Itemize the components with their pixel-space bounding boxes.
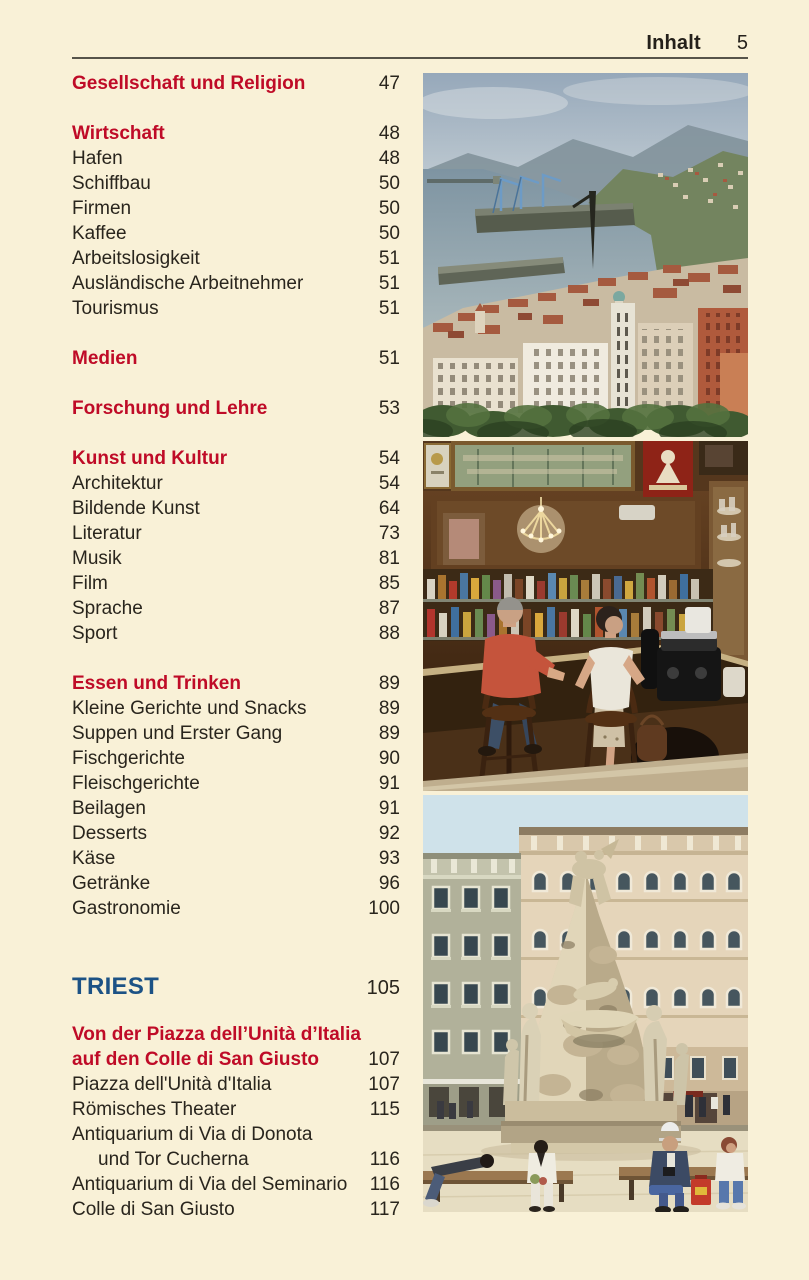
toc-entry-label: Fleischgerichte bbox=[72, 773, 200, 794]
toc-entry-label: Kleine Gerichte und Snacks bbox=[72, 698, 307, 719]
toc-entry-label: Essen und Trinken bbox=[72, 673, 241, 694]
toc-entry-label: Literatur bbox=[72, 523, 142, 544]
trieste-harbor-photo bbox=[423, 73, 748, 437]
toc-entry-label: auf den Colle di San Giusto bbox=[72, 1049, 320, 1070]
toc-entry-label: Beilagen bbox=[72, 798, 146, 819]
toc-entry bbox=[72, 871, 400, 896]
toc-entry bbox=[72, 596, 400, 621]
toc-group-chapter bbox=[72, 946, 400, 1004]
toc-entry-label: und Tor Cucherna bbox=[98, 1149, 249, 1170]
toc-entry-label: Tourismus bbox=[72, 298, 159, 319]
page-header bbox=[72, 28, 748, 59]
toc-entry-page: 51 bbox=[378, 248, 400, 269]
toc-entry-label: Colle di San Giusto bbox=[72, 1199, 235, 1220]
toc-entry bbox=[72, 196, 400, 221]
toc-entry bbox=[72, 796, 400, 821]
toc-entry-page: 105 bbox=[366, 977, 400, 999]
toc-entry-label: Forschung und Lehre bbox=[72, 398, 268, 419]
toc-entry-page: 51 bbox=[378, 298, 400, 319]
toc-group bbox=[72, 346, 400, 371]
toc-entry-page: 89 bbox=[378, 673, 400, 694]
toc-entry bbox=[72, 221, 400, 246]
toc-entry-label: Fischgerichte bbox=[72, 748, 185, 769]
toc-entry-page: 48 bbox=[378, 148, 400, 169]
toc-entry-label: Architektur bbox=[72, 473, 163, 494]
toc-entry-page: 92 bbox=[378, 823, 400, 844]
toc-entry bbox=[72, 121, 400, 146]
toc-entry-page: 51 bbox=[378, 348, 400, 369]
toc-entry-label: Wirtschaft bbox=[72, 123, 165, 144]
toc-entry-page: 47 bbox=[378, 73, 400, 94]
toc-entry bbox=[72, 571, 400, 596]
header-page-number: 5 bbox=[736, 32, 748, 54]
toc-entry bbox=[72, 346, 400, 371]
toc-entry bbox=[72, 721, 400, 746]
toc-entry-label: Suppen und Erster Gang bbox=[72, 723, 283, 744]
toc-entry bbox=[72, 1072, 400, 1097]
toc-entry bbox=[72, 1172, 400, 1197]
toc-group bbox=[72, 71, 400, 96]
toc-entry-label: Schiffbau bbox=[72, 173, 151, 194]
toc-entry-page: 85 bbox=[378, 573, 400, 594]
toc-entry-label: Musik bbox=[72, 548, 122, 569]
toc-entry-label: Bildende Kunst bbox=[72, 498, 200, 519]
toc-entry-page: 50 bbox=[378, 223, 400, 244]
toc-entry-page: 107 bbox=[368, 1074, 400, 1095]
toc-entry-label: Medien bbox=[72, 348, 138, 369]
toc-entry-page: 115 bbox=[369, 1099, 400, 1120]
toc-entry-page: 53 bbox=[378, 398, 400, 419]
toc-entry bbox=[72, 396, 400, 421]
toc-entry bbox=[72, 846, 400, 871]
toc-entry-label: Firmen bbox=[72, 198, 132, 219]
toc-entry bbox=[72, 446, 400, 471]
toc-entry-label: Gastronomie bbox=[72, 898, 181, 919]
toc-entry-label: Hafen bbox=[72, 148, 123, 169]
toc-entry-page: 50 bbox=[378, 198, 400, 219]
toc-group bbox=[72, 396, 400, 421]
fountain-piazza-photo bbox=[423, 795, 748, 1212]
toc-entry-page: 48 bbox=[378, 123, 400, 144]
toc-entry-page: 90 bbox=[378, 748, 400, 769]
toc-entry-page: 91 bbox=[378, 773, 400, 794]
toc-entry-page: 89 bbox=[378, 723, 400, 744]
toc-entry-label: Sport bbox=[72, 623, 118, 644]
toc-entry-page: 91 bbox=[378, 798, 400, 819]
toc-entry bbox=[72, 171, 400, 196]
toc-entry-label: Antiquarium di Via del Seminario bbox=[72, 1174, 348, 1195]
toc-entry-label: Gesellschaft und Religion bbox=[72, 73, 306, 94]
toc-entry bbox=[72, 1097, 400, 1122]
table-of-contents bbox=[72, 71, 400, 1247]
toc-entry-page: 73 bbox=[378, 523, 400, 544]
toc-entry-label: Arbeitslosigkeit bbox=[72, 248, 200, 269]
toc-entry bbox=[72, 146, 400, 171]
toc-chapter-entry bbox=[72, 970, 400, 1004]
toc-entry bbox=[72, 1197, 400, 1222]
toc-entry-page: 100 bbox=[368, 898, 400, 919]
toc-entry bbox=[72, 521, 400, 546]
toc-entry-page: 107 bbox=[368, 1049, 400, 1070]
toc-entry-page: 50 bbox=[378, 173, 400, 194]
toc-entry-label: Desserts bbox=[72, 823, 147, 844]
cafe-interior-photo bbox=[423, 441, 748, 791]
toc-entry-page: 88 bbox=[378, 623, 400, 644]
toc-entry-page: 117 bbox=[369, 1199, 400, 1220]
toc-entry-page: 96 bbox=[378, 873, 400, 894]
toc-entry bbox=[72, 71, 400, 96]
toc-entry-label: Von der Piazza dell’Unità d’Italia bbox=[72, 1024, 361, 1045]
toc-entry bbox=[72, 671, 400, 696]
toc-entry bbox=[72, 621, 400, 646]
toc-entry bbox=[72, 896, 400, 921]
toc-entry-page: 116 bbox=[369, 1149, 400, 1170]
toc-entry-label: Kunst und Kultur bbox=[72, 448, 228, 469]
toc-entry-page: 54 bbox=[378, 448, 400, 469]
toc-entry-label: Käse bbox=[72, 848, 116, 869]
toc-entry bbox=[72, 696, 400, 721]
toc-entry-label: Piazza dell'Unità d'Italia bbox=[72, 1074, 272, 1095]
toc-entry bbox=[72, 821, 400, 846]
header-title: Inhalt bbox=[646, 32, 701, 54]
toc-entry bbox=[72, 246, 400, 271]
toc-entry-label: Ausländische Arbeitnehmer bbox=[72, 273, 304, 294]
toc-entry-page: 87 bbox=[378, 598, 400, 619]
toc-entry bbox=[72, 546, 400, 571]
toc-entry bbox=[72, 1122, 400, 1147]
toc-chapter-label: TRIEST bbox=[72, 973, 160, 1000]
toc-entry bbox=[72, 271, 400, 296]
toc-entry-page: 116 bbox=[369, 1174, 400, 1195]
toc-entry-label: Römisches Theater bbox=[72, 1099, 237, 1120]
toc-entry bbox=[72, 471, 400, 496]
toc-entry bbox=[72, 1022, 400, 1047]
toc-entry bbox=[72, 1147, 400, 1172]
toc-entry bbox=[72, 496, 400, 521]
toc-entry-label: Film bbox=[72, 573, 108, 594]
toc-group bbox=[72, 671, 400, 921]
toc-entry bbox=[72, 746, 400, 771]
toc-entry-page: 54 bbox=[378, 473, 400, 494]
toc-entry-label: Antiquarium di Via di Donota bbox=[72, 1124, 313, 1145]
toc-entry-page: 89 bbox=[378, 698, 400, 719]
toc-group bbox=[72, 121, 400, 321]
toc-entry-label: Sprache bbox=[72, 598, 143, 619]
toc-entry-page: 93 bbox=[378, 848, 400, 869]
toc-entry bbox=[72, 1047, 400, 1072]
toc-entry bbox=[72, 296, 400, 321]
toc-group bbox=[72, 1022, 400, 1222]
toc-entry-label: Getränke bbox=[72, 873, 151, 894]
toc-entry-page: 81 bbox=[378, 548, 400, 569]
toc-group bbox=[72, 446, 400, 646]
toc-entry bbox=[72, 771, 400, 796]
toc-entry-page: 51 bbox=[378, 273, 400, 294]
toc-entry-page: 64 bbox=[378, 498, 400, 519]
toc-entry-label: Kaffee bbox=[72, 223, 127, 244]
